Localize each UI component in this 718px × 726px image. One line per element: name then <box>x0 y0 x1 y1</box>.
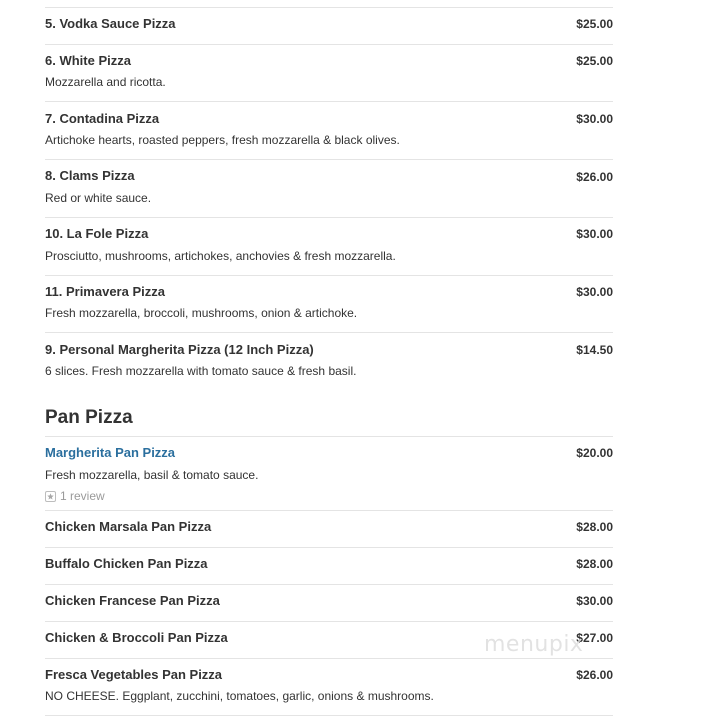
item-description: Prosciutto, mushrooms, artichokes, anchovies & fresh mozzarella. <box>45 249 396 263</box>
item-price: $26.00 <box>576 170 613 184</box>
watermark: menupix <box>484 632 584 657</box>
item-name: Chicken & Broccoli Pan Pizza <box>45 630 228 645</box>
review-count: 1 review <box>60 489 105 503</box>
item-price: $25.00 <box>576 17 613 31</box>
item-price: $27.00 <box>576 631 613 645</box>
menu-item <box>45 160 613 218</box>
item-description: Red or white sauce. <box>45 191 152 205</box>
item-name: 6. White Pizza <box>45 53 131 68</box>
item-name: 9. Personal Margherita Pizza (12 Inch Pizza) <box>45 342 314 357</box>
item-description: Mozzarella and ricotta. <box>45 75 166 89</box>
item-price: $20.00 <box>576 446 613 460</box>
item-price: $25.00 <box>576 54 613 68</box>
item-description: Fresh mozzarella, basil & tomato sauce. <box>45 468 259 482</box>
item-price: $30.00 <box>576 285 613 299</box>
menu-item <box>45 8 613 45</box>
menu-item <box>45 218 613 276</box>
item-price: $14.50 <box>576 343 613 357</box>
menu-item <box>45 45 613 102</box>
menu-item <box>45 585 613 622</box>
item-description: NO CHEESE. Eggplant, zucchini, tomatoes, garlic, onions & mushrooms. <box>45 689 434 703</box>
menu-item <box>45 659 613 716</box>
item-price: $30.00 <box>576 227 613 241</box>
item-name: 5. Vodka Sauce Pizza <box>45 16 176 31</box>
item-price: $28.00 <box>576 557 613 571</box>
review-link[interactable] <box>45 489 105 503</box>
menu-item <box>45 102 613 160</box>
item-name-link[interactable]: Margherita Pan Pizza <box>45 445 176 460</box>
item-description: Artichoke hearts, roasted peppers, fresh mozzarella & black olives. <box>45 133 400 147</box>
item-name: Buffalo Chicken Pan Pizza <box>45 556 208 571</box>
menu-item <box>45 276 613 333</box>
item-price: $30.00 <box>576 594 613 608</box>
section-title: Pan Pizza <box>45 407 133 428</box>
item-name: Fresca Vegetables Pan Pizza <box>45 667 223 682</box>
menu-item <box>45 511 613 548</box>
item-name: Chicken Francese Pan Pizza <box>45 593 220 608</box>
menu-item <box>45 548 613 585</box>
menu-item <box>45 333 613 385</box>
menu-item <box>45 437 613 511</box>
item-price: $28.00 <box>576 520 613 534</box>
item-name: 11. Primavera Pizza <box>45 284 165 299</box>
item-name: 7. Contadina Pizza <box>45 111 160 126</box>
item-price: $30.00 <box>576 112 613 126</box>
item-description: 6 slices. Fresh mozzarella with tomato sauce & fresh basil. <box>45 364 357 378</box>
item-name: Chicken Marsala Pan Pizza <box>45 519 212 534</box>
item-name: 8. Clams Pizza <box>45 168 135 183</box>
item-name: 10. La Fole Pizza <box>45 226 149 241</box>
item-description: Fresh mozzarella, broccoli, mushrooms, onion & artichoke. <box>45 306 358 320</box>
item-price: $26.00 <box>576 668 613 682</box>
star-icon <box>45 491 56 502</box>
